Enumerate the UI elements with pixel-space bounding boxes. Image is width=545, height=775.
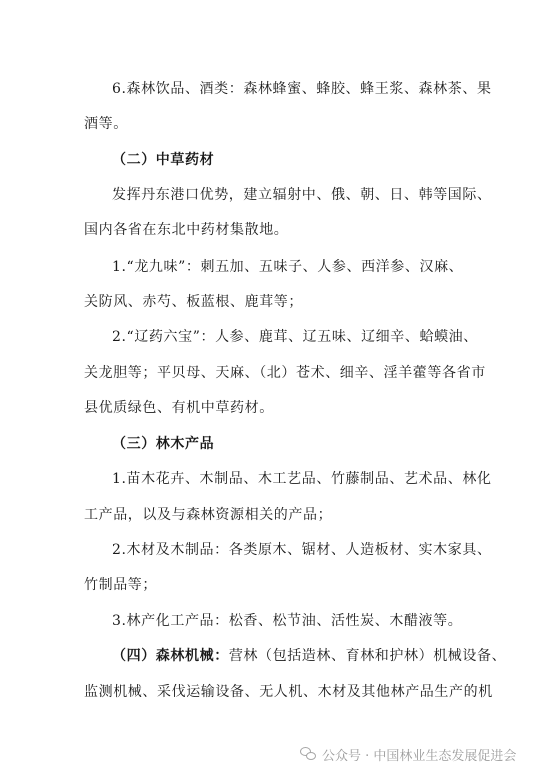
section-heading: （二）中草药材 [112,152,215,168]
wechat-icon [300,746,316,762]
paragraph-line: 县优质绿色、有机中草药材。 [84,400,274,416]
paragraph-line: 竹制品等； [84,577,157,593]
paragraph-line: 工产品，以及与森林资源相关的产品； [84,507,333,523]
paragraph-line: 2.“辽药六宝”：人参、鹿茸、辽五味、辽细辛、蛤蟆油、 [112,329,478,345]
paragraph-line: 监测机械、采伐运输设备、无人机、木材及其他林产品生产的机 [84,684,493,700]
watermark [300,743,516,765]
watermark-text: 公众号 · 中国林业生态发展促进会 [322,748,517,764]
paragraph-line: 国内各省在东北中药材集散地。 [84,222,289,238]
paragraph-line: 1.“龙九味”：刺五加、五味子、人参、西洋参、汉麻、 [112,259,464,275]
paragraph-line: 关防风、赤芍、板蓝根、鹿茸等； [84,294,303,310]
paragraph-line: 酒等。 [84,116,128,132]
paragraph-line: 关龙胆等；平贝母、天麻、（北）苍术、细辛、淫羊藿等各省市 [84,365,486,381]
paragraph-line: 发挥丹东港口优势，建立辐射中、俄、朝、日、韩等国际、 [112,187,492,203]
section-heading: （三）林木产品 [112,436,215,452]
paragraph-line: 3.林产化工产品：松香、松节油、活性炭、木醋液等。 [112,613,463,629]
paragraph-text: 营林（包括造林、育林和护林）机械设备、 [228,648,507,664]
paragraph-line: 1.苗木花卉、木制品、木工艺品、竹藤制品、艺术品、林化 [112,471,492,487]
paragraph-line: 6.森林饮品、酒类：森林蜂蜜、蜂胶、蜂王浆、森林茶、果 [112,81,492,97]
paragraph-line [112,647,506,665]
paragraph-line: 2.木材及木制品：各类原木、锯材、人造板材、实木家具、 [112,542,492,558]
section-heading-inline: （四）森林机械： [112,648,229,664]
